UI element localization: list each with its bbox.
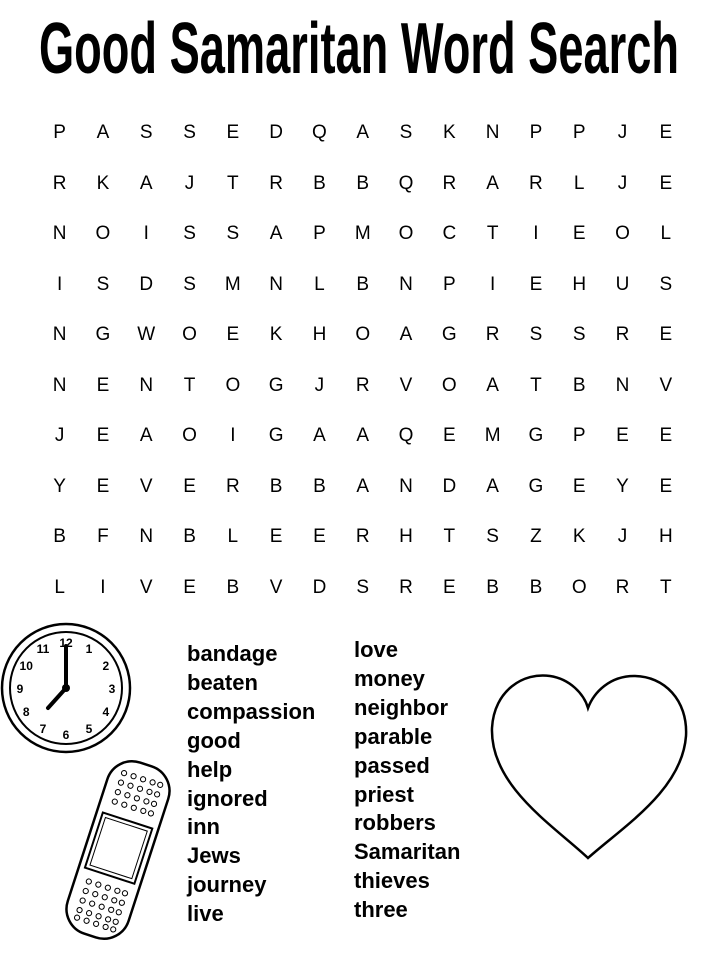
grid-letter: B bbox=[226, 576, 240, 598]
grid-letter: Y bbox=[53, 475, 66, 497]
grid-letter: P bbox=[442, 273, 456, 295]
grid-letter: R bbox=[442, 172, 457, 194]
grid-letter: E bbox=[572, 475, 586, 497]
grid-letter: V bbox=[139, 576, 153, 598]
grid-letter: E bbox=[659, 475, 673, 497]
grid-letter: E bbox=[269, 526, 283, 548]
word-list-item: thieves bbox=[354, 868, 430, 894]
grid-letter: P bbox=[529, 122, 543, 144]
word-list-item: live bbox=[187, 901, 224, 927]
grid-letter: I bbox=[57, 273, 63, 295]
grid-letter: A bbox=[269, 223, 283, 245]
grid-letter: N bbox=[485, 122, 500, 144]
page-title bbox=[0, 0, 718, 86]
grid-letter: E bbox=[659, 172, 673, 194]
word-list-item: money bbox=[354, 665, 425, 691]
grid-letter: S bbox=[486, 526, 499, 548]
bandage-icon bbox=[48, 755, 188, 950]
word-list-item: journey bbox=[187, 872, 267, 898]
word-list-item: ignored bbox=[187, 785, 268, 811]
grid-letter: B bbox=[313, 475, 326, 497]
grid-letter: Y bbox=[616, 475, 629, 497]
grid-letter: T bbox=[660, 576, 672, 598]
grid-letter: R bbox=[399, 576, 413, 598]
grid-letter: G bbox=[528, 475, 544, 497]
page-title-text: Good Samaritan Word Search bbox=[39, 9, 679, 86]
grid-letter: N bbox=[399, 475, 413, 497]
grid-letter: E bbox=[183, 576, 196, 598]
clock-number: 7 bbox=[39, 721, 47, 736]
grid-letter: G bbox=[95, 324, 111, 346]
grid-letter: D bbox=[139, 273, 154, 295]
grid-letter: Q bbox=[398, 172, 414, 194]
clock-icon bbox=[0, 620, 140, 765]
grid-letter: V bbox=[399, 374, 413, 396]
grid-letter: E bbox=[529, 273, 543, 295]
clock-number: 8 bbox=[22, 705, 30, 719]
clock-number: 11 bbox=[36, 642, 50, 657]
word-list-item: good bbox=[187, 727, 241, 753]
grid-letter: A bbox=[139, 172, 153, 194]
grid-letter: K bbox=[442, 122, 456, 144]
word-list-item: help bbox=[187, 756, 233, 782]
grid-letter: L bbox=[54, 576, 65, 598]
grid-letter: U bbox=[615, 273, 630, 295]
grid-letter: N bbox=[52, 223, 67, 245]
grid-letter: J bbox=[617, 122, 628, 144]
grid-letter: E bbox=[572, 223, 586, 245]
grid-letter: J bbox=[54, 425, 65, 447]
grid-letter: A bbox=[356, 425, 370, 447]
clock-number: 9 bbox=[16, 682, 24, 696]
grid-letter: B bbox=[313, 172, 326, 194]
grid-letter: N bbox=[139, 526, 154, 548]
word-list-item: three bbox=[354, 897, 408, 923]
grid-letter: B bbox=[529, 576, 543, 598]
grid-letter: R bbox=[615, 576, 630, 598]
word-list-item: priest bbox=[354, 781, 414, 807]
grid-letter: S bbox=[183, 122, 196, 144]
grid-letter: L bbox=[227, 526, 239, 548]
word-list-item: robbers bbox=[354, 810, 436, 836]
grid-letter: A bbox=[96, 122, 110, 144]
grid-letter: B bbox=[269, 475, 283, 497]
grid-letter: R bbox=[529, 172, 543, 194]
grid-letter: V bbox=[269, 576, 283, 598]
grid-letter: B bbox=[356, 273, 370, 295]
word-list-column-2 bbox=[354, 636, 460, 925]
grid-letter: L bbox=[573, 172, 585, 194]
grid-letter: R bbox=[52, 172, 67, 194]
grid-letter: S bbox=[659, 273, 673, 295]
grid-letter: E bbox=[96, 475, 110, 497]
word-list-item: bandage bbox=[187, 641, 278, 666]
clock-number: 12 bbox=[59, 636, 73, 650]
word-list-item: passed bbox=[354, 752, 430, 778]
grid-letter: B bbox=[486, 576, 499, 598]
clock-number: 2 bbox=[102, 659, 110, 673]
grid-letter: A bbox=[356, 122, 370, 144]
grid-letter: J bbox=[314, 374, 325, 396]
grid-letter: R bbox=[225, 475, 240, 497]
grid-letter: B bbox=[53, 526, 66, 548]
grid-letter: N bbox=[52, 374, 67, 396]
grid-letter: G bbox=[528, 425, 544, 447]
grid-letter: A bbox=[356, 475, 370, 497]
grid-letter: W bbox=[137, 324, 156, 346]
grid-letter: A bbox=[486, 172, 499, 194]
grid-letter: S bbox=[529, 324, 543, 346]
word-list-item: neighbor bbox=[354, 694, 449, 720]
grid-letter: N bbox=[269, 273, 283, 295]
grid-letter: I bbox=[533, 223, 539, 245]
grid-letter: M bbox=[484, 425, 501, 447]
grid-letter: O bbox=[398, 223, 414, 245]
grid-letter: E bbox=[96, 425, 110, 447]
grid-letter: Z bbox=[530, 526, 542, 548]
grid-letter: S bbox=[183, 223, 196, 245]
grid-letter: D bbox=[442, 475, 457, 497]
word-list-item: inn bbox=[187, 814, 220, 840]
grid-letter: F bbox=[97, 526, 109, 548]
grid-letter: H bbox=[572, 273, 587, 295]
grid-letter: G bbox=[441, 324, 457, 346]
grid-letter: O bbox=[615, 223, 630, 245]
grid-letter: V bbox=[659, 374, 673, 396]
grid-letter: T bbox=[486, 223, 499, 245]
grid-letter: R bbox=[355, 526, 370, 548]
grid-letter: E bbox=[442, 425, 456, 447]
grid-letter: E bbox=[659, 425, 673, 447]
grid-letter: G bbox=[268, 374, 284, 396]
grid-letter: O bbox=[441, 374, 457, 396]
clock-number: 10 bbox=[19, 659, 33, 673]
grid-letter: Q bbox=[398, 425, 414, 447]
grid-letter: A bbox=[486, 475, 499, 497]
grid-letter: E bbox=[226, 122, 240, 144]
grid-letter: K bbox=[269, 324, 283, 346]
grid-letter: A bbox=[139, 425, 153, 447]
grid-letter: N bbox=[52, 324, 67, 346]
grid-letter: S bbox=[572, 324, 586, 346]
grid-letter: O bbox=[571, 576, 587, 598]
grid-letter: E bbox=[96, 374, 110, 396]
grid-letter: J bbox=[184, 172, 195, 194]
grid-letter: H bbox=[312, 324, 327, 346]
grid-letter: G bbox=[268, 425, 284, 447]
grid-letter: P bbox=[53, 122, 66, 144]
grid-letter: I bbox=[489, 273, 496, 295]
clock-number: 4 bbox=[102, 705, 110, 719]
grid-letter: R bbox=[355, 374, 370, 396]
grid-letter: R bbox=[485, 324, 500, 346]
grid-letter: M bbox=[224, 273, 241, 295]
clock-number: 6 bbox=[62, 728, 70, 742]
grid-letter: K bbox=[572, 526, 586, 548]
grid-letter: R bbox=[615, 324, 630, 346]
heart-icon bbox=[484, 666, 694, 871]
grid-letter: B bbox=[183, 526, 196, 548]
grid-letter: Q bbox=[312, 122, 327, 144]
grid-letter: D bbox=[312, 576, 327, 598]
grid-letter: R bbox=[269, 172, 283, 194]
word-list-item: parable bbox=[354, 723, 433, 749]
grid-letter: E bbox=[313, 526, 326, 548]
grid-letter: I bbox=[100, 576, 106, 598]
grid-letter: L bbox=[660, 223, 672, 245]
word-list-item: compassion bbox=[187, 698, 316, 724]
grid-letter: P bbox=[313, 223, 326, 245]
grid-letter: E bbox=[442, 576, 456, 598]
grid-letter: J bbox=[617, 526, 628, 548]
grid-letter: P bbox=[572, 425, 586, 447]
grid-letter: L bbox=[314, 273, 325, 295]
grid-letter: T bbox=[530, 374, 542, 396]
grid-letter: S bbox=[226, 223, 240, 245]
grid-letter: E bbox=[659, 324, 673, 346]
grid-letter: E bbox=[659, 122, 673, 144]
grid-letter: S bbox=[139, 122, 153, 144]
grid-letter: S bbox=[96, 273, 110, 295]
grid-letter: N bbox=[399, 273, 413, 295]
grid-letter: S bbox=[399, 122, 413, 144]
grid-letter: N bbox=[139, 374, 154, 396]
grid-letter: P bbox=[572, 122, 586, 144]
grid-letter: A bbox=[399, 324, 413, 346]
grid-letter: O bbox=[225, 374, 241, 396]
grid-letter: I bbox=[230, 425, 236, 447]
word-list-column-1 bbox=[187, 640, 315, 929]
grid-letter: M bbox=[354, 223, 371, 245]
grid-letter: E bbox=[183, 475, 196, 497]
grid-letter: O bbox=[355, 324, 371, 346]
word-list-item: Jews bbox=[187, 843, 241, 869]
grid-letter: H bbox=[399, 526, 413, 548]
clock-number: 3 bbox=[108, 682, 116, 696]
grid-letter: O bbox=[182, 425, 197, 447]
grid-letter: S bbox=[183, 273, 196, 295]
word-list-item: beaten bbox=[187, 669, 258, 695]
grid-letter: T bbox=[183, 374, 196, 396]
word-list-item: love bbox=[354, 637, 399, 662]
grid-letter: C bbox=[442, 223, 457, 245]
grid-letter: V bbox=[139, 475, 153, 497]
word-list-item: Samaritan bbox=[354, 839, 461, 865]
grid-letter: I bbox=[143, 223, 149, 245]
grid-letter: E bbox=[616, 425, 629, 447]
grid-letter: N bbox=[615, 374, 630, 396]
grid-letter: D bbox=[269, 122, 283, 144]
grid-letter: K bbox=[96, 172, 110, 194]
grid-letter: T bbox=[443, 526, 456, 548]
grid-letter: O bbox=[182, 324, 197, 346]
grid-letter: A bbox=[486, 374, 499, 396]
grid-letter: A bbox=[313, 425, 326, 447]
grid-letter: J bbox=[617, 172, 628, 194]
clock-number: 1 bbox=[85, 642, 93, 657]
grid-letter: T bbox=[227, 172, 239, 194]
grid-letter: O bbox=[95, 223, 111, 245]
grid-letter: S bbox=[356, 576, 370, 598]
clock-number: 5 bbox=[85, 721, 93, 736]
grid-letter: B bbox=[572, 374, 586, 396]
grid-letter: B bbox=[356, 172, 370, 194]
letter-grid bbox=[38, 108, 687, 613]
grid-letter: H bbox=[658, 526, 673, 548]
grid-letter: E bbox=[226, 324, 240, 346]
